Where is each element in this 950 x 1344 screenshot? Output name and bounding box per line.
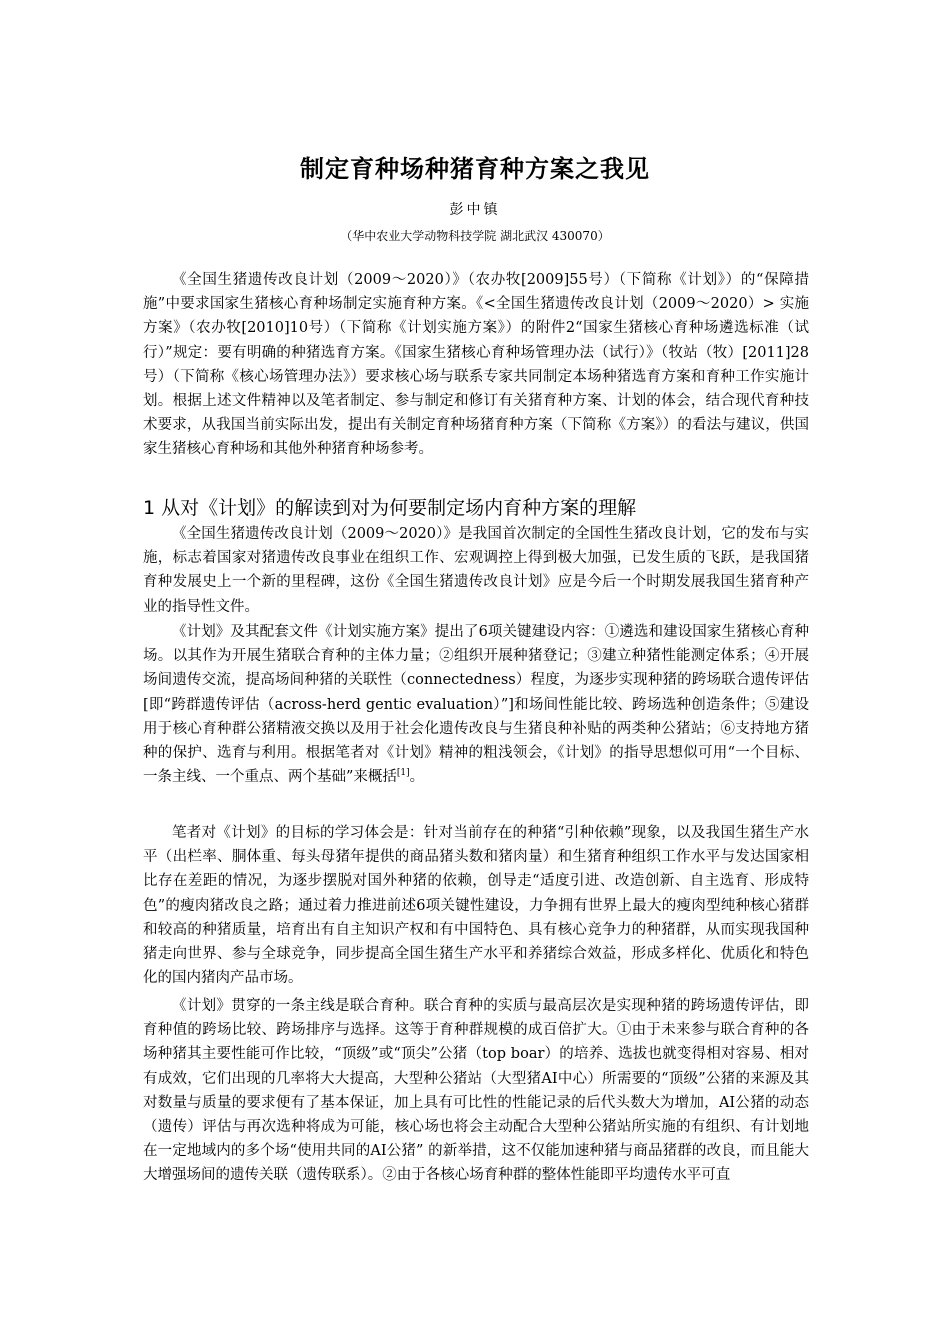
author-name: 彭中镇 [449, 202, 501, 218]
section1-block-2 [143, 620, 809, 789]
paragraph-plan-goal: 笔者对《计划》的目标的学习体会是：针对当前存在的种猪“引种依赖”现象，以及我国生猪生产水平（出栏率、胴体重、每头母猪年提供的商品猪头数和猪肉量）和生猪育种组织工作水平与发达国家相比存在差距的情况，为逐步摆脱对国外种猪的依赖，创导走“适度引进、改造创新、自主选育、形成特色”的瘦肉猪改良之路；通过着力推进前述6项关键性建设，力争拥有世界上最大的瘦肉型纯种核心猪群和较高的种猪质量，培育出有自主知识产权和有中国特色、具有核心竞争力的种猪群，从而实现我国种猪走向世界、参与全球竞争，同步提高全国生猪生产水平和养猪综合效益，形成多样化、优质化和特色化的国内猪肉产品市场。 [143, 825, 809, 987]
paragraph-key-contents-text: 《计划》及其配套文件《计划实施方案》提出了6项关键建设内容：①遴选和建设国家生猪核心育种场。以其作为开展生猪联合育种的主体力量；②组织开展种猪登记；③建立种猪性能测定体系；④开展场间遗传交流，提高场间种猪的关联性（connectedness）程度，为逐步实现种猪的跨场联合遗传评估[即“跨群遗传评估（across-herd gentic evaluation）”]和场间性能比较、跨场选种创造条件；⑤建设用于核心育种群公猪精液交换以及用于社会化遗传改良与生猪良种补贴的两类种公猪站；⑥支持地方猪种的保护、选育与利用。根据笔者对《计划》精神的粗浅领会，《计划》的指导思想似可用“一个目标、一条主线、一个重点、两个基础”来概括 [143, 624, 809, 786]
section-heading-1: 1 从对《计划》的解读到对为何要制定场内育种方案的理解 [143, 497, 637, 519]
paragraph-key-contents-end: 。 [409, 769, 425, 786]
section1-block-4 [143, 994, 809, 1188]
author-affiliation: （华中农业大学动物科技学院 湖北武汉 430070） [340, 229, 610, 243]
paragraph-joint-breeding: 《计划》贯穿的一条主线是联合育种。联合育种的实质与最高层次是实现种猪的跨场遗传评估，即育种值的跨场比较、跨场排序与选择。这等于育种群规模的成百倍扩大。①由于未来参与联合育种的各场种猪其主要性能可作比较，“顶级”或“顶尖”公猪（top boar）的培养、选拔也就变得相对容易、相对有成效，它们出现的几率将大大提高，大型种公猪站（大型猪AI中心）所需要的“顶级”公猪的来源及其对数量与质量的要求便有了基本保证，加上具有可比性的性能记录的后代头数大为增加，AI公猪的动态（遗传）评估与再次选种将成为可能，核心场也将会主动配合大型种公猪站所实施的有组织、有计划地在一定地域内的多个场“使用共同的AI公猪” 的新举措，这不仅能加速种猪与商品猪群的改良，而且能大大增强场间的遗传关联（遗传联系）。②由于各核心场育种群的整体性能即平均遗传水平可直 [143, 998, 809, 1184]
section1-block-1 [143, 522, 809, 619]
paragraph-intro: 《全国生猪遗传改良计划（2009～2020）》（农办牧[2009]55号）（下简称《计划》）的“保障措施”中要求国家生猪核心育种场制定实施育种方案。《<全国生猪遗传改良计划（2009～2020）> 实施方案》（农办牧[2010]10号）（下简称《计划实施方案》）的附件2“国家生猪核心育种场遴选标准（试行）”规定：要有明确的种猪选育方案。《国家生猪核心育种场管理办法（试行）》（牧站（牧）[2011]28号）（下简称《核心场管理办法》）要求核心场与联系专家共同制定本场种猪选育方案和育种工作实施计划。根据上述文件精神以及笔者制定、参与制定和修订有关猪育种方案、计划的体会，结合现代育种技术要求，从我国当前实际出发，提出有关制定育种场猪育种方案（下简称《方案》）的看法与建议，供国家生猪核心育种场和其他外种猪育种场参考。 [143, 272, 809, 458]
paragraph-plan-overview: 《全国生猪遗传改良计划（2009～2020）》是我国首次制定的全国性生猪改良计划，它的发布与实施，标志着国家对猪遗传改良事业在组织工作、宏观调控上得到极大加强，已发生质的飞跃，是我国猪育种发展史上一个新的里程碑，这份《全国生猪遗传改良计划》应是今后一个时期发展我国生猪育种产业的指导性文件。 [143, 526, 809, 615]
section1-block-3 [143, 821, 809, 990]
article-title: 制定育种场种猪育种方案之我见 [300, 155, 650, 183]
intro-block [143, 268, 809, 462]
citation-ref: [1] [396, 768, 410, 779]
paragraph-key-contents [143, 620, 809, 789]
